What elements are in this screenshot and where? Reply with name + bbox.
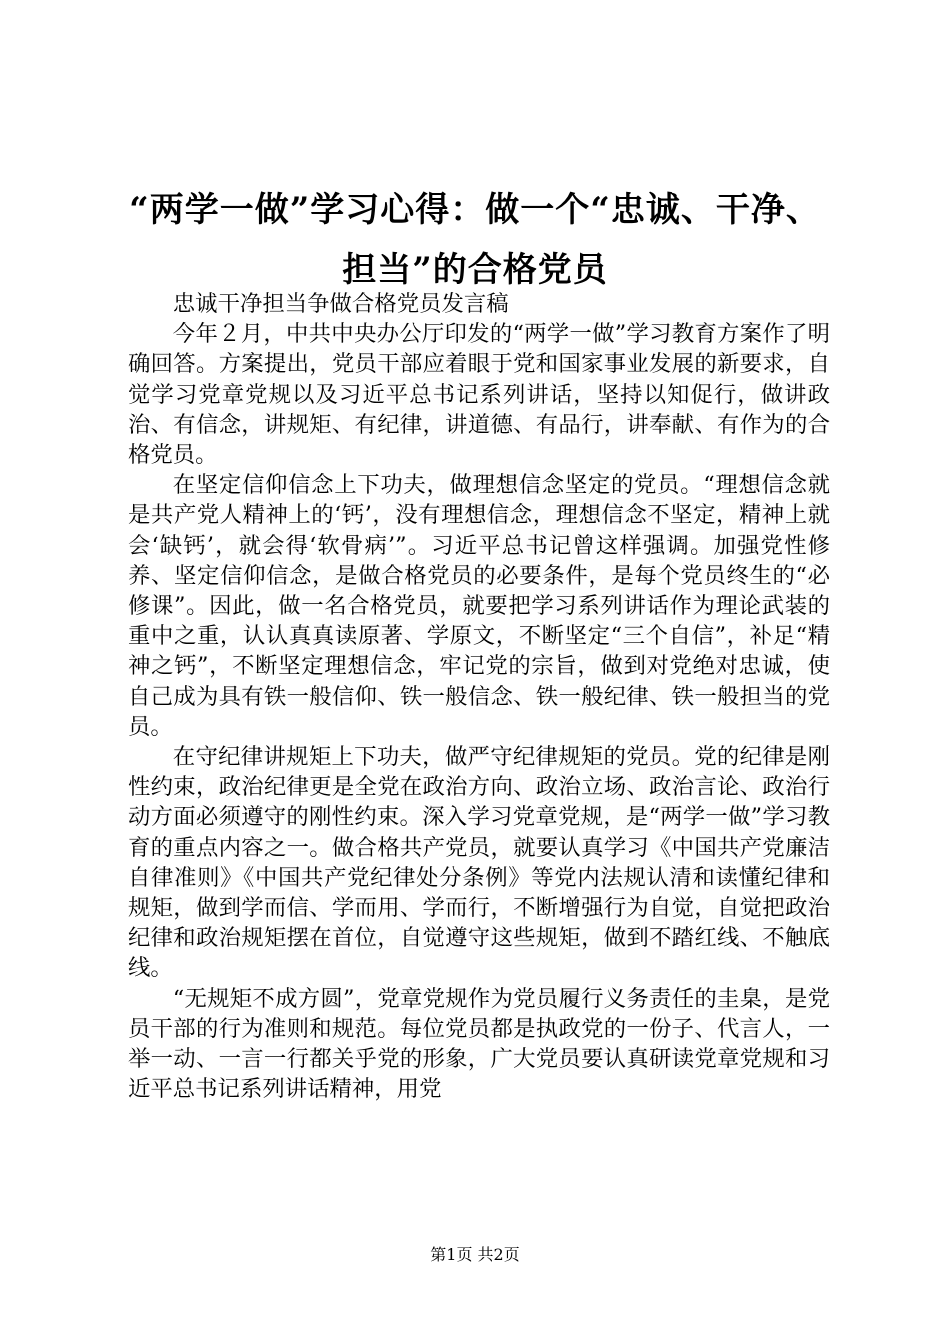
document-title: [60, 180, 890, 300]
page-number-label: 第1页 共2页: [430, 1245, 520, 1264]
title-line-2: 担当”的合格党员: [342, 250, 608, 290]
paragraph-2: 在坚定信仰信念上下功夫，做理想信念坚定的党员。“理想信念就是共产党人精神上的‘钙’，没有理想信念，理想信念不坚定，精神上就会‘缺钙’，就会得‘软骨病’”。习近平总书记曾这样强调。加强党性修养、坚定信仰信念，是做合格党员的必要条件，是每个党员终生的“必修课”。因此，做一名合格党员，就要把学习系列讲话作为理论武装的重中之重，认认真真读原著、学原文，不断坚定“三个自信”，补足“精神之钙”，不断坚定理想信念，牢记党的宗旨，做到对党绝对忠诚，使自己成为具有铁一般信仰、铁一般信念、铁一般纪律、铁一般担当的党员。: [128, 472, 830, 740]
page-footer: [0, 1244, 950, 1266]
paragraph-4: “无规矩不成方圆”，党章党规作为党员履行义务责任的圭臬，是党员干部的行为准则和规范。每位党员都是执政党的一份子、代言人，一举一动、一言一行都关乎党的形象，广大党员要认真研读党章党规和习近平总书记系列讲话精神，用党: [128, 985, 830, 1103]
document-body: [128, 289, 830, 1104]
title-line-1: “两学一做”学习心得：做一个“忠诚、干净、: [129, 190, 821, 230]
paragraph-3: 在守纪律讲规矩上下功夫，做严守纪律规矩的党员。党的纪律是刚性约束，政治纪律更是全党在政治方向、政治立场、政治言论、政治行动方面必须遵守的刚性约束。深入学习党章党规，是“两学一做”学习教育的重点内容之一。做合格共产党员，就要认真学习《中国共产党廉洁自律准则》《中国共产党纪律处分条例》等党内法规认清和读懂纪律和规矩，做到学而信、学而用、学而行，不断增强行为自觉，自觉把政治纪律和政治规矩摆在首位，自觉遵守这些规矩，做到不踏红线、不触底线。: [128, 744, 830, 982]
subtitle: 忠诚干净担当争做合格党员发言稿: [172, 291, 509, 317]
paragraph-1: 今年２月，中共中央办公厅印发的“两学一做”学习教育方案作了明确回答。方案提出，党员干部应着眼于党和国家事业发展的新要求，自觉学习党章党规以及习近平总书记系列讲话，坚持以知促行，做讲政治、有信念，讲规矩、有纪律，讲道德、有品行，讲奉献、有作为的合格党员。: [128, 321, 830, 469]
